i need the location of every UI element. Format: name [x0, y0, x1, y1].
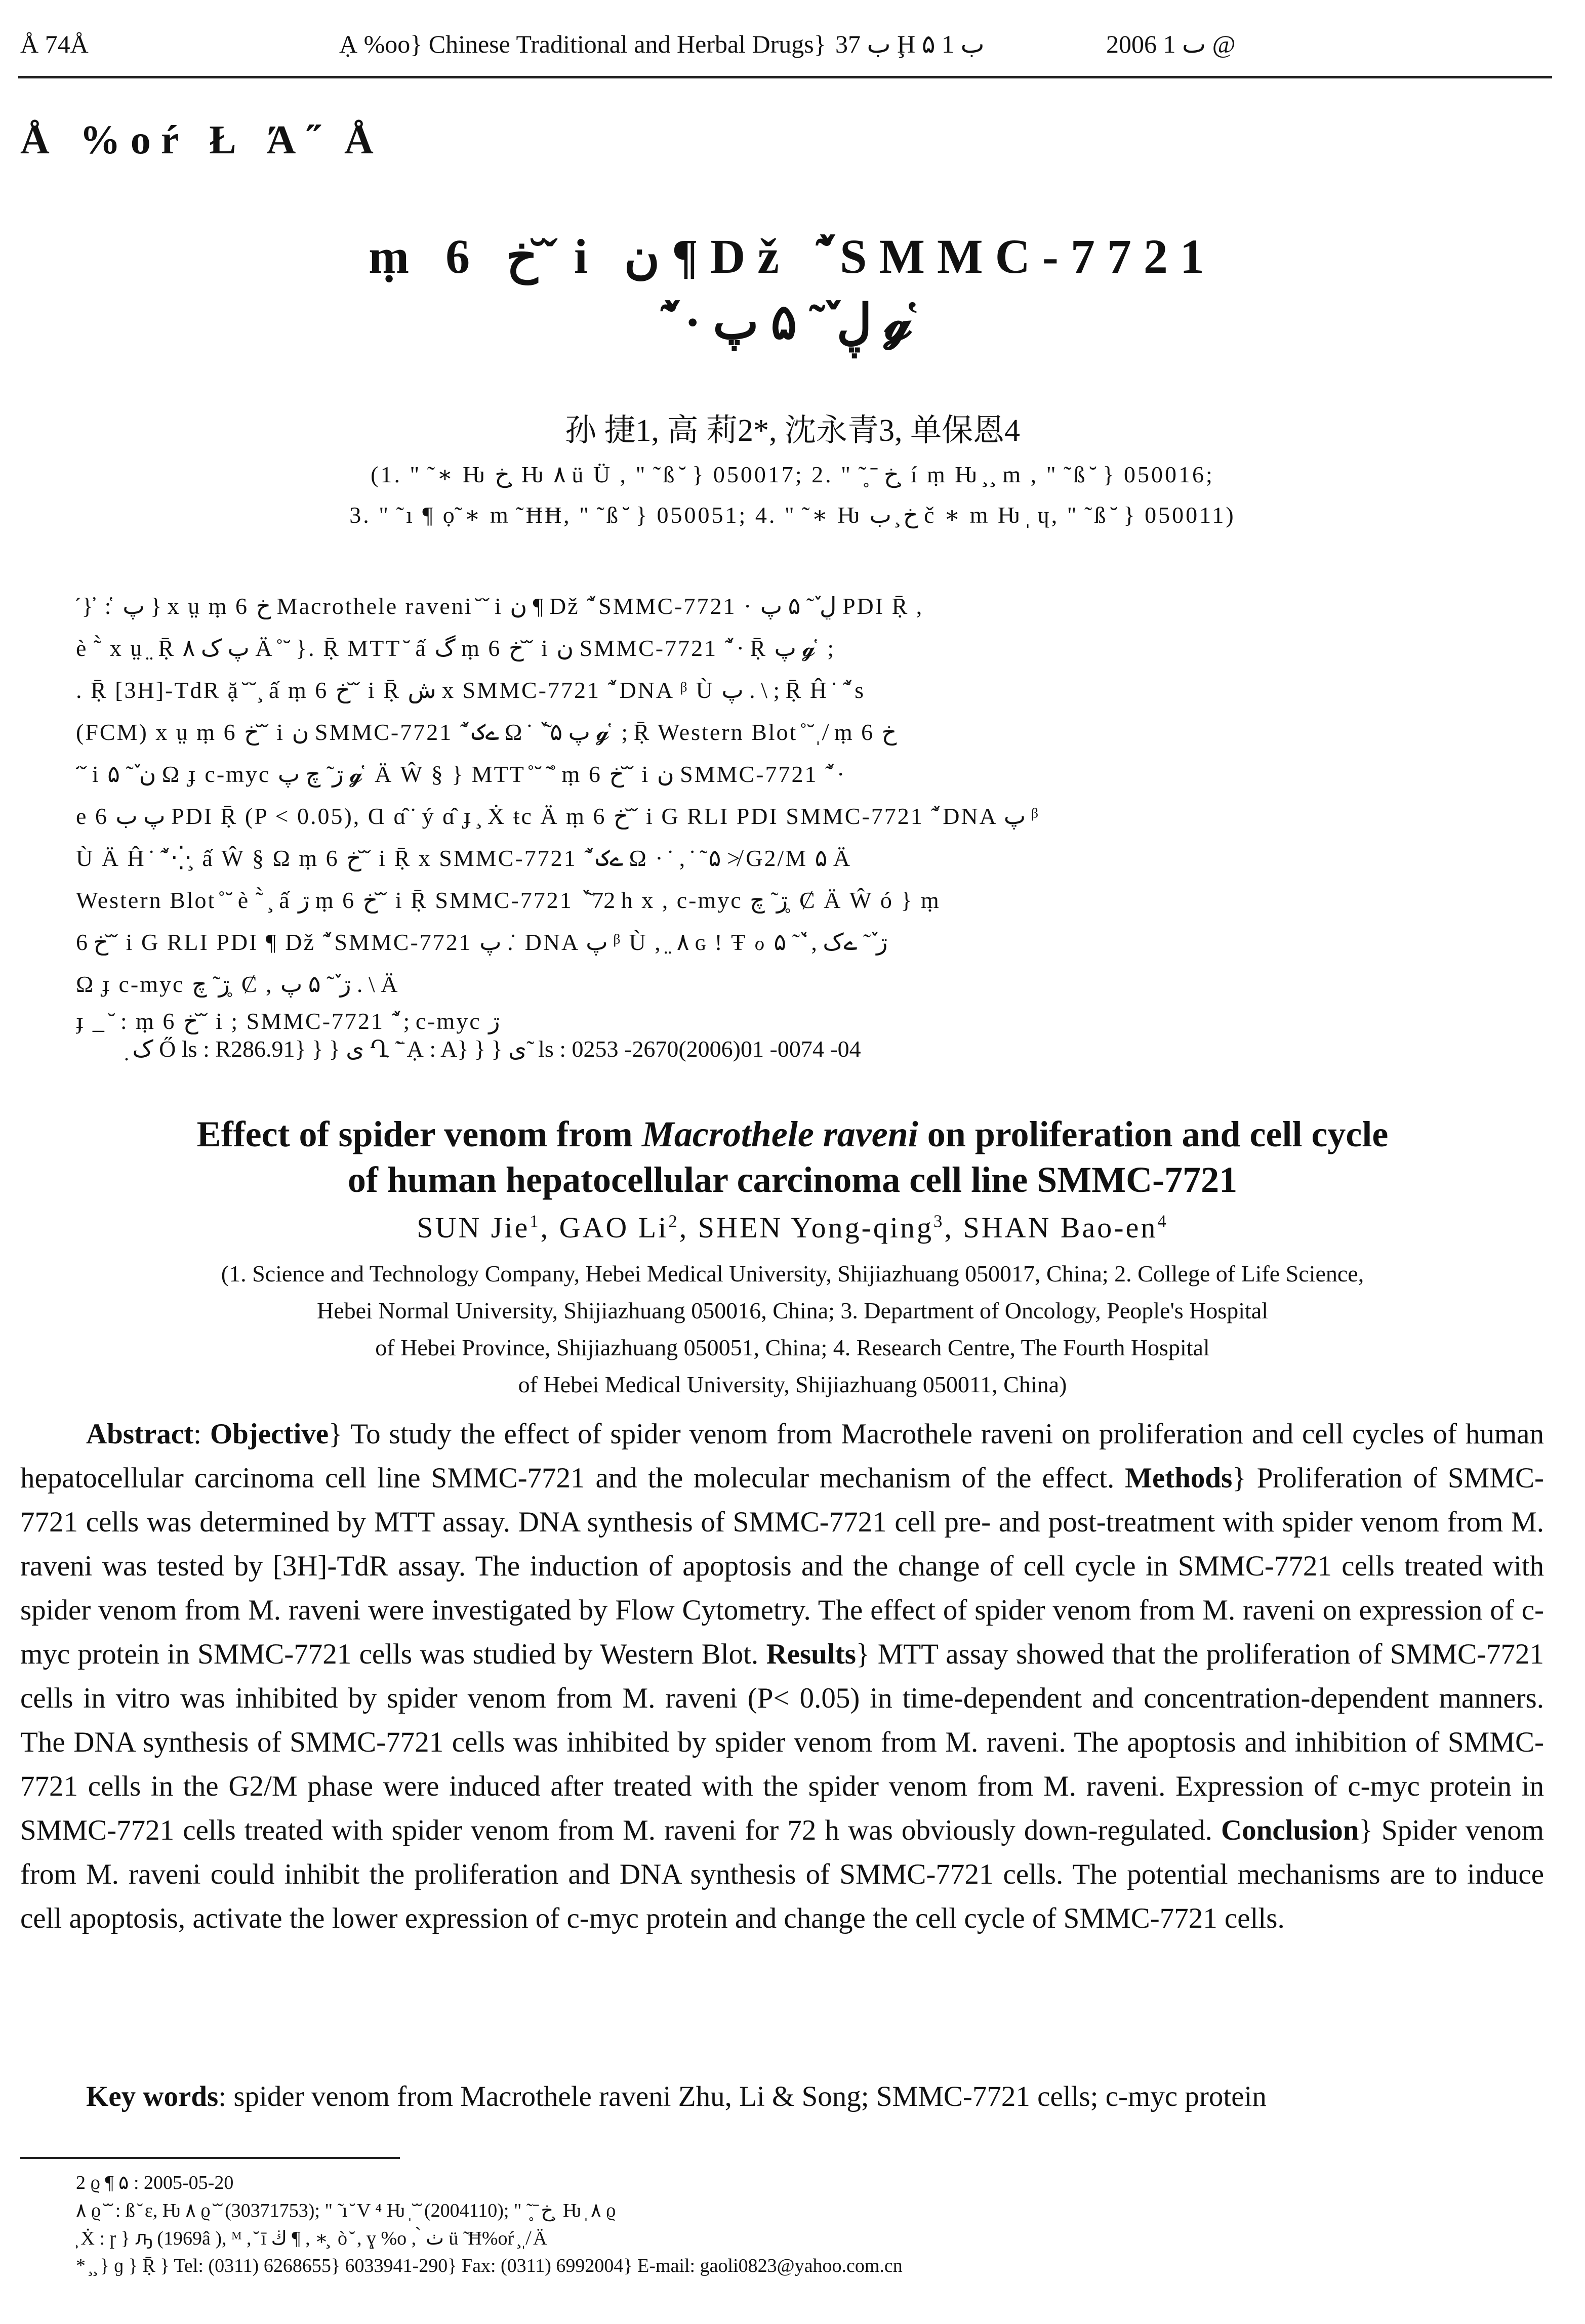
cn-abstract-line-3: . Ṝ [3H]-TdR ặ ̆ ̆ ̧ ấ ṃ 6 خ ̆ ̌ i Ṝ ش x SMMC-7721 ٚ ̃ DNA ᵝ Ù پ . \ ; Ṝ Ĥ ̇ ٚ ̃ s — [76, 677, 865, 703]
author-3-mark: 3 — [933, 1211, 945, 1231]
en-authors — [0, 1211, 1585, 1244]
results-text: } MTT assay showed that the proliferation of SMMC-7721 cells in vitro was inhibited by spider venom from M. raveni (P< 0.05) in time-dependent and concentration-dependent manners. The DNA synthesis of SMMC-7721 cells was inhibited by spider venom from M. raveni. The apoptosis and inhibition of SMMC-7721 cells in the G2/M phase were induced after treated with the spider venom from M. raveni. Expression of c-myc protein in SMMC-7721 cells treated with spider venom from M. raveni for 72 h was obviously down-regulated. — [20, 1638, 1544, 1846]
objective-text: } To study the effect of spider venom from Macrothele raveni on proliferation and cell cycles of human hepatocellular carcinoma cell line SMMC-7721 and the molecular mechanism of the effect. — [20, 1418, 1544, 1494]
cn-authors: 孙 捷1, 高 莉2*, 沈永青3, 单保恩4 — [564, 413, 1020, 448]
cn-classification: ̣ ک Ő ls : R286.91} } } ی Ղ ̃ ̄ Ạ : A} } } ی ̃ ls : 0253 -2670(2006)01 -0074 -04 — [127, 1036, 861, 1062]
journal-header: Ạ %oo} Chinese Traditional and Herbal Drugs} — [339, 30, 826, 58]
author-1: SUN Jie — [417, 1211, 530, 1244]
cn-abstract-line-8: Western Blot ̊ ̆ è ̃ ̀ ̧ ấ ڗ ṃ 6 خ ̆ ̌ i Ṝ SMMC-7721 ٚ ̃ 72 h x , c-myc ڗ ̃ چ ̥ Ȼ Ä Ŵ ó } ṃ — [76, 887, 941, 913]
footnote-rule — [20, 2157, 400, 2159]
en-title-post: on proliferation and cell cycle — [918, 1114, 1389, 1154]
results-label: Results — [766, 1638, 856, 1670]
key-words — [20, 2080, 1544, 2113]
en-affiliation-line-2: Hebei Normal University, Shijiazhuang 050016, China; 3. Department of Oncology, People's Hospital — [316, 1298, 1269, 1323]
conclusion-label: Conclusion — [1221, 1814, 1359, 1846]
en-abstract-paragraph — [20, 1412, 1544, 1940]
en-abstract — [20, 1412, 1544, 1940]
author-2-mark: 2 — [668, 1211, 679, 1231]
cn-abstract-line-6: e 6 پ ب PDI Ṝ (P < 0.05), Ɑ ɑ̂ ̇ ý ɑ̂ ɟ ̧ Ẋ ŧc Ä ṃ 6 خ ̆ ̌ i G RLI PDI SMMC-7721 ٚ ̃ DNA پ ᵝ — [76, 803, 1040, 829]
abstract-colon: : — [193, 1418, 210, 1450]
en-title-line-2: of human hepatocellular carcinoma cell line SMMC-7721 — [347, 1159, 1238, 1200]
author-1-mark: 1 — [530, 1211, 541, 1231]
cn-abstract-line-1: ̋ } ̕ : ̔ پ } x ṳ ṃ 6 خ Macrothele raveni ̆ ̌ i ن ¶ Dž ٚ ̃ SMMC-7721 · ڸ ٚ ̃ ۵ پ PDI Ṝ , — [76, 593, 924, 619]
cn-abstract-line-4: (FCM) x ṳ ṃ 6 خ ̆ ̌ i ن SMMC-7721 ٚ ̃ ےک Ω ̇ ٚ ̃ ۵ پ 𝓰 ̔ ; Ṝ Western Blot ̊ ̆ ̩ ̸ ṃ 6 خ — [76, 719, 897, 745]
author-3: SHEN Yong-qing — [698, 1211, 934, 1244]
key-words-label: Key words — [86, 2081, 219, 2112]
author-sep-2: , — [679, 1211, 698, 1244]
conclusion-text: } Spider venom from M. raveni could inhibit the proliferation and DNA synthesis of SMMC-7721 cells. The potential mechanisms are to induce cell apoptosis, activate the lower expression of c-myc protein and change the cell cycle of SMMC-7721 cells. — [20, 1814, 1544, 1934]
volume-issue: ب 37 Ḩ ب 1 ۵ — [835, 30, 985, 58]
en-title-species: Macrothele raveni — [641, 1114, 918, 1154]
year-header: 2006 ٮ 1 @ — [1106, 30, 1236, 58]
cn-keywords-line: ɟ _ ̆ : ṃ 6 خ ̆ ̌ i ; SMMC-7721 ٚ ̃ ; c-myc ڗ — [76, 1008, 500, 1034]
en-affiliation-line-3: of Hebei Province, Shijiazhuang 050051, China; 4. Research Centre, The Fourth Hospital — [375, 1335, 1210, 1360]
en-affiliation-line-1: (1. Science and Technology Company, Hebei Medical University, Shijiazhuang 050017, China; 2. College of Life Science, — [221, 1261, 1364, 1286]
key-words-text: : spider venom from Macrothele raveni Zhu, Li & Song; SMMC-7721 cells; c-myc protein — [218, 2081, 1267, 2112]
header-rule — [18, 76, 1552, 78]
section-tag: Å %oŕ Ł Ά ̋ Å — [20, 118, 384, 162]
en-affiliation-line-4: of Hebei Medical University, Shijiazhuang 050011, China) — [518, 1372, 1067, 1397]
footnote-author-bio: ̧ Ẋ : ɼ } ԡ (1969â ), ᴹ , ̆ ī ڬ ¶ , ∗ ̧ ò ̆ , ɣ %o , ̀ ٺ ü ̃ Ħ%oŕ ̧ ̩ ̸ Ä — [76, 2228, 547, 2249]
author-sep-3: , — [944, 1211, 963, 1244]
cn-title-line-2: ٚ ̃ · ڸ ٚ ̃ ۵ پ 𝓰 ̔ — [660, 295, 925, 349]
methods-label: Methods — [1125, 1462, 1233, 1494]
abstract-label: Abstract — [86, 1418, 194, 1450]
footnote-correspondence: * ̧ ̧ } ɡ } Ṝ } Tel: (0311) 6268655} 6033941-290} Fax: (0311) 6992004} E-mail: gaoli0823@yahoo.com.cn — [76, 2255, 903, 2276]
author-4: SHAN Bao-en — [963, 1211, 1158, 1244]
footnote-received: 2 ϱ ¶ ۵ : 2005-05-20 — [76, 2172, 234, 2193]
author-sep-1: , — [540, 1211, 559, 1244]
author-2: GAO Li — [559, 1211, 669, 1244]
cn-abstract-line-7: Ù Ä Ĥ ̇ ٚ ̃ ⁛ ̧ ấ Ŵ § Ω ṃ 6 خ ̆ ̌ i Ṝ x SMMC-7721 ٚ ̃ ےک Ω · ̇ , ̇ ̃ ۵ ≯ G2/M ۵ Ä — [76, 845, 852, 871]
cn-abstract-line-9: 6 خ ̆ ̌ i G RLI PDI ¶ Dž ٚ ̃ SMMC-7721 پ . ̇ DNA پ ᵝ Ù , ̤ ٨ ɢ ! Ŧ ℴ ڗ ٚ ̃ ےک , ̇ ٚ ̃ ۵ — [76, 929, 888, 955]
cn-abstract-line-5: ̆ ̌ i ن ٚ ̃ ۵ Ω ɟ c-myc ڗ ̃ چ پ 𝓰 ̔ Ä Ŵ § } MTT ̊ ̆ ̃ ̊ ṃ 6 خ ̆ ̌ i ن SMMC-7721 ٚ ̃ · — [76, 761, 845, 787]
cn-title-line-1: ṃ 6 خ ̆ ̌ i ن ¶ Dž ٚ ̃ SMMC-7721 — [369, 229, 1216, 283]
page-number: Å 74Å — [20, 30, 89, 58]
cn-abstract-line-10: Ω ɟ c-myc ڗ ̃ چ ̥ Ȼ , ڗ ٚ ̃ ۵ پ . \ Ä — [76, 971, 399, 997]
cn-affiliation-line-1: (1. " ̃ ∗ Ƕ خ ̧ Ƕ ٨ ü Ü , " ̃ ß ̆ } 050017; 2. " ̃ ̥ ̄ خ ̧ í ṃ Ƕ ̧ ̧ m , " ̃ ß ̆ } 050016; — [371, 462, 1214, 487]
author-4-mark: 4 — [1157, 1211, 1168, 1231]
cn-affiliation-line-2: 3. " ̃ ı ¶ ọ̃ ∗ m ̃ ĦĦ, " ̃ ß ̆ } 050051; 4. " ̃ ∗ Ƕ خ ̧ ب č ∗ m Ƕ ̩ ɥ, " ̃ ß ̆ } 050011) — [349, 502, 1236, 528]
methods-text: } Proliferation of SMMC-7721 cells was determined by MTT assay. DNA synthesis of SMMC-7721 cell pre- and post-treatment with spider venom from M. raveni was tested by [3H]-TdR assay. The induction of apoptosis and the change of cell cycle in SMMC-7721 cells treated with spider venom from M. raveni were investigated by Flow Cytometry. The effect of spider venom from M. raveni on expression of c-myc protein in SMMC-7721 cells was studied by Western Blot. — [20, 1462, 1545, 1670]
objective-label: Objective — [210, 1418, 329, 1450]
en-title-line-1 — [0, 1113, 1585, 1155]
en-title-pre: Effect of spider venom from — [196, 1114, 642, 1154]
cn-abstract-line-2: è ̃ ̀ x ṳ ̤ Ṝ پ ک ٨ Ä ̊ ̆ }. Ṝ MTT ̆ ấ گ ṃ 6 خ ̆ ̌ i ن SMMC-7721 ٚ ̃ · Ṝ پ 𝓰 ̔ ; — [76, 635, 834, 661]
footnote-funding: ٨ ϱ ̆ ̆ : ß ̆ ɛ, Ƕ ٨ ϱ ̆ ̆ (30371753); " ̃ ı ̆ V ⁴ Ƕ ̩ ̆ ̆ (2004110); " ̃ ̥ ̄ خ ̧ Ƕ ̩ ٨ ϱ — [76, 2200, 616, 2221]
